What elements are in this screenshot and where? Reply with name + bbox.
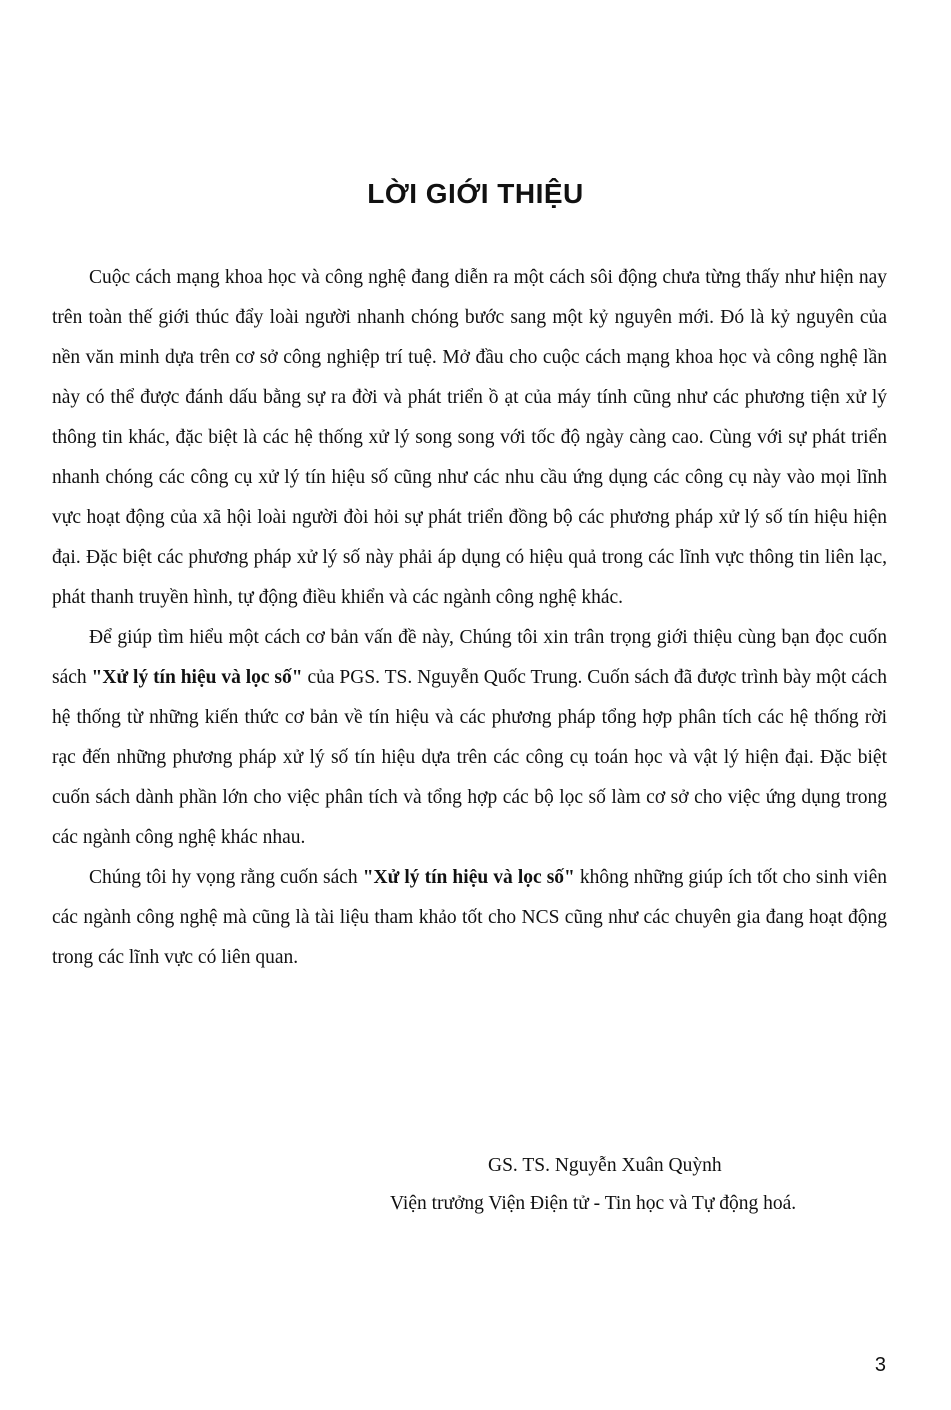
book-title-bold: "Xử lý tín hiệu và lọc số" xyxy=(91,667,303,688)
page-number: 3 xyxy=(874,1354,886,1376)
paragraph-1 xyxy=(52,258,887,618)
paragraph-1-text: Cuộc cách mạng khoa học và công nghệ đang diễn ra một cách sôi động chưa từng thấy như hiện nay trên toàn thế giới thúc đẩy loài người nhanh chóng bước sang một kỷ nguyên mới. Đó là kỷ nguyên của nền văn minh dựa trên cơ sở công nghiệp trí tuệ. Mở đầu cho cuộc cách mạng khoa học và công nghệ lần này có thể được đánh dấu bằng sự ra đời và phát triển ồ ạt của máy tính cũng như các phương tiện xử lý thông tin khác, đặc biệt là các hệ thống xử lý song song với tốc độ ngày càng cao. Cùng với sự phát triển nhanh chóng các công cụ xử lý tín hiệu số cũng như các nhu cầu ứng dụng các công cụ này vào mọi lĩnh vực hoạt động của xã hội loài người đòi hỏi sự phát triển đồng bộ các phương pháp xử lý số tín hiệu hiện đại. Đặc biệt các phương pháp xử lý số này phải áp dụng có hiệu quả trong các lĩnh vực thông tin liên lạc, phát thanh truyền hình, tự động điều khiển và các ngành công nghệ khác. xyxy=(52,267,887,608)
body-text xyxy=(52,258,887,978)
signature-name: GS. TS. Nguyễn Xuân Quỳnh xyxy=(488,1155,722,1176)
paragraph-2-text-start: Để giúp tìm hiểu một cách cơ bản vấn đề này, Chúng tôi xin trân trọng giới thiệu cùng bạn đọc cuốn sách xyxy=(52,627,887,688)
signature-block xyxy=(390,1147,890,1223)
paragraph-3-text-start: Chúng tôi hy vọng rằng cuốn sách xyxy=(89,867,363,888)
paragraph-3 xyxy=(52,858,887,978)
signature-role: Viện trưởng Viện Điện tử - Tin học và Tự động hoá. xyxy=(390,1193,797,1214)
page-title: LỜI GIỚI THIỆU xyxy=(367,178,584,209)
paragraph-3-text-end: không những giúp ích tốt cho sinh viên các ngành công nghệ mà cũng là tài liệu tham khảo tốt cho NCS cũng như các chuyên gia đang hoạt động trong các lĩnh vực có liên quan. xyxy=(52,867,887,968)
paragraph-2 xyxy=(52,618,887,858)
book-title-bold: "Xử lý tín hiệu và lọc số" xyxy=(362,867,575,888)
paragraph-2-text-end: của PGS. TS. Nguyễn Quốc Trung. Cuốn sách đã được trình bày một cách hệ thống từ những kiến thức cơ bản về tín hiệu và các phương pháp tổng hợp phân tích các hệ thống rời rạc đến những phương pháp xử lý số tín hiệu dựa trên các công cụ toán học và vật lý hiện đại. Đặc biệt cuốn sách dành phần lớn cho việc phân tích và tổng hợp các bộ lọc số làm cơ sở cho việc ứng dụng trong các ngành công nghệ khác nhau. xyxy=(52,667,887,848)
